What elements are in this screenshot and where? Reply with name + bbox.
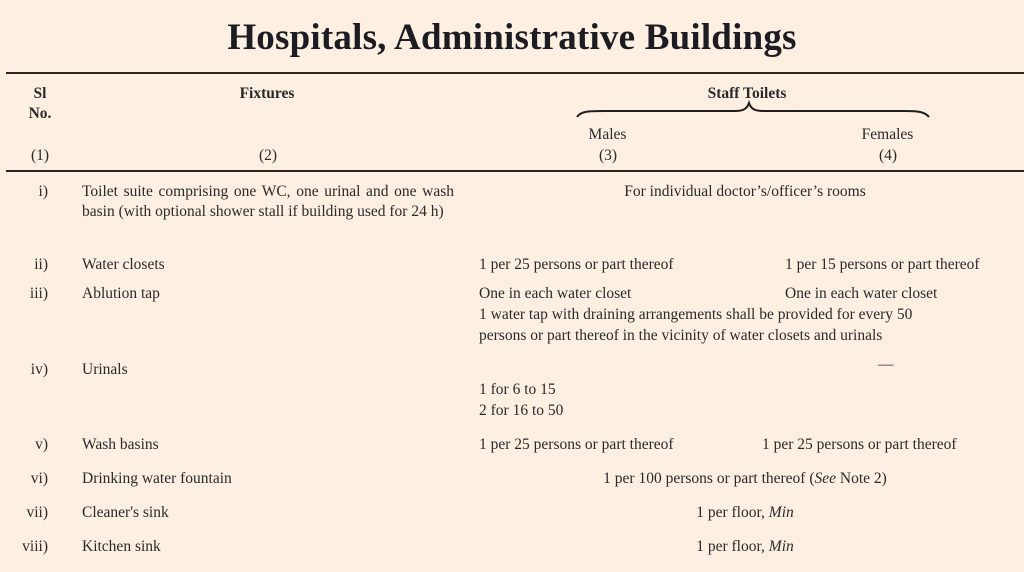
row-males-line-2: 2 for 16 to 50 [479,402,564,419]
row-fixture: Toilet suite comprising one WC, one urinal and one wash basin (with optional shower stall if building used for 24 h) [82,183,454,220]
row-span-value: For individual doctor’s/officer’s rooms [624,183,866,200]
row-males: One in each water closet [479,285,632,302]
row-span-value: 1 per floor, Min [696,538,794,555]
row-note-line-1: 1 water tap with draining arrangements shall be provided for every 50 [479,306,913,323]
header-females: Females [861,126,914,143]
row-span-value: 1 per 100 persons or part thereof (See Note 2) [603,470,887,487]
row-sl: i) [38,183,48,200]
row-fixture: Kitchen sink [82,538,161,555]
row-sl: vi) [30,470,48,487]
row-sl: v) [35,436,48,453]
row-note-line-2: persons or part thereof in the vicinity of water closets and urinals [479,327,883,344]
header-no: No. [28,105,52,122]
row-fixture: Ablution tap [82,285,160,302]
row-males: 1 per 25 persons or part thereof [479,256,674,273]
header-staff-toilets: Staff Toilets [707,85,787,102]
page-title: Hospitals, Administrative Buildings [227,17,797,58]
header-fixtures: Fixtures [239,85,295,102]
row-fixture: Wash basins [82,436,159,453]
row-females: One in each water closet [785,285,938,302]
row-males: 1 per 25 persons or part thereof [479,436,674,453]
row-males-line-1: 1 for 6 to 15 [479,381,556,398]
row-fixture: Water closets [82,256,165,273]
header-sl: Sl [33,85,47,102]
row-females: 1 per 25 persons or part thereof [762,436,957,453]
row-sl: viii) [22,538,48,555]
row-fixture: Drinking water fountain [82,470,232,487]
header-num-3: (3) [598,147,618,164]
header-num-4: (4) [878,147,898,164]
header-num-1: (1) [30,147,50,164]
row-sl: ii) [34,256,48,273]
row-span-value: 1 per floor, Min [696,504,794,521]
header-rule [6,170,1024,172]
row-fixture: Cleaner's sink [82,504,169,521]
row-sl: iii) [29,285,48,302]
top-rule [6,72,1024,74]
row-fixture: Urinals [82,361,128,378]
header-males: Males [588,126,627,143]
row-sl: vii) [26,504,48,521]
row-sl: iv) [30,361,48,378]
row-females: 1 per 15 persons or part thereof [785,256,980,273]
brace-icon [575,100,935,122]
header-num-2: (2) [258,147,278,164]
row-females: — [878,356,894,373]
